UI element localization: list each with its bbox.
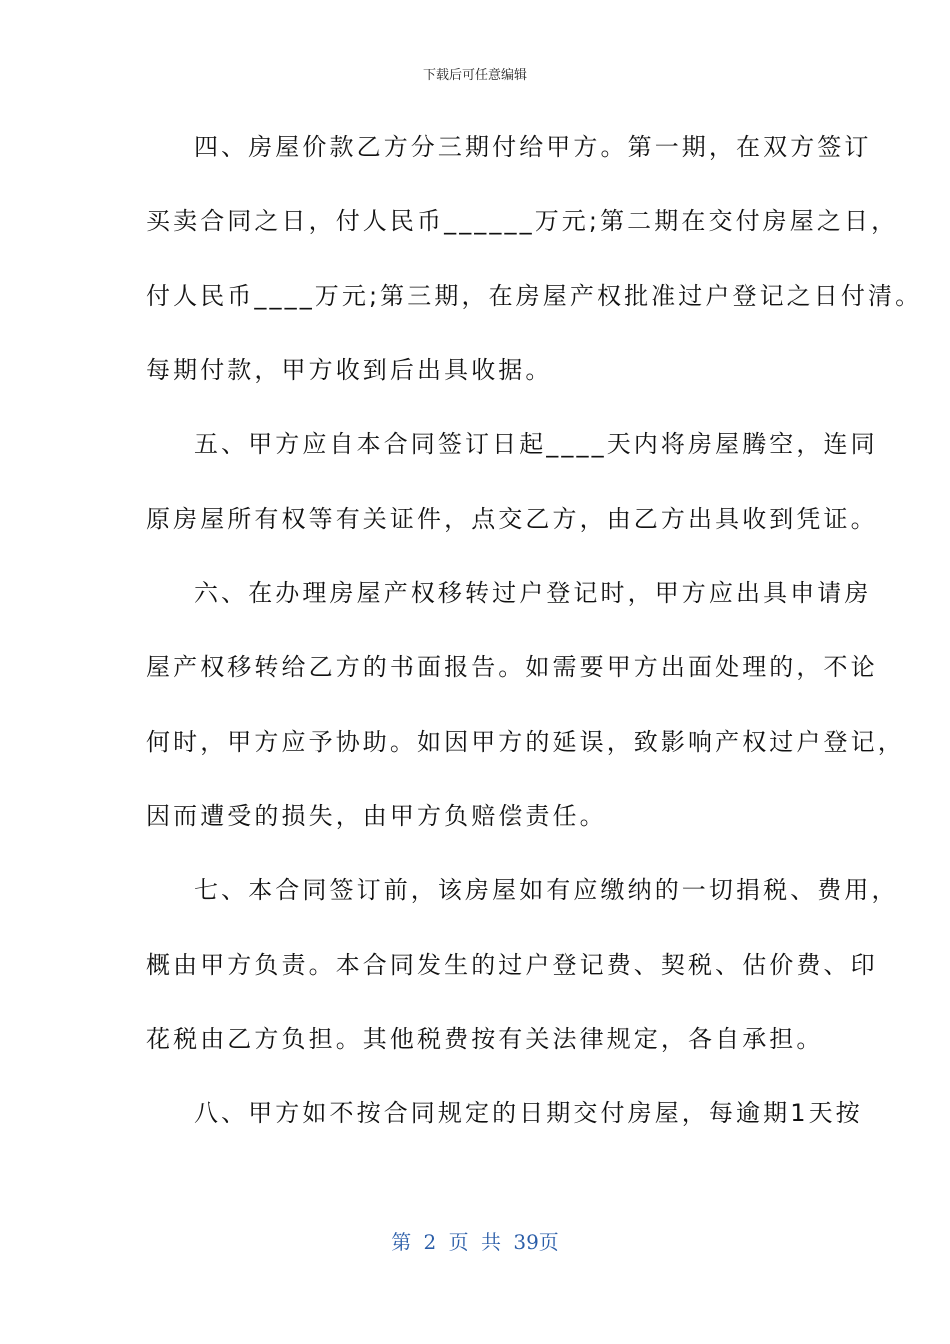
page-number-footer: 第 2 页 共 39页 (391, 1230, 559, 1254)
clause-6-line-4: 因而遭受的损失，由甲方负赔偿责任。 (146, 802, 607, 830)
clause-4-line-3: 付人民币____万元;第三期，在房屋产权批准过户登记之日付清。 (146, 282, 923, 310)
clause-8-line-1: 八、甲方如不按合同规定的日期交付房屋，每逾期1天按 (194, 1099, 863, 1127)
clause-7-line-3: 花税由乙方负担。其他税费按有关法律规定，各自承担。 (146, 1025, 824, 1053)
clause-6-line-3: 何时，甲方应予协助。如因甲方的延误，致影响产权过户登记， (146, 728, 905, 756)
clause-4-line-4: 每期付款，甲方收到后出具收据。 (146, 356, 553, 384)
clause-6-line-2: 屋产权移转给乙方的书面报告。如需要甲方出面处理的，不论 (146, 653, 878, 681)
clause-5-line-2: 原房屋所有权等有关证件，点交乙方，由乙方出具收到凭证。 (146, 505, 878, 533)
clause-7-line-2: 概由甲方负责。本合同发生的过户登记费、契税、估价费、印 (146, 951, 878, 979)
clause-4-line-1: 四、房屋价款乙方分三期付给甲方。第一期，在双方签订 (194, 133, 872, 161)
page-header: 下载后可任意编辑 (422, 68, 527, 83)
clause-7-line-1: 七、本合同签订前，该房屋如有应缴纳的一切捐税、费用， (194, 876, 899, 904)
clause-6-line-1: 六、在办理房屋产权移转过户登记时，甲方应出具申请房 (194, 579, 872, 607)
clause-4-line-2: 买卖合同之日，付人民币______万元;第二期在交付房屋之日， (146, 207, 899, 235)
clause-5-line-1: 五、甲方应自本合同签订日起____天内将房屋腾空，连同 (194, 430, 878, 458)
